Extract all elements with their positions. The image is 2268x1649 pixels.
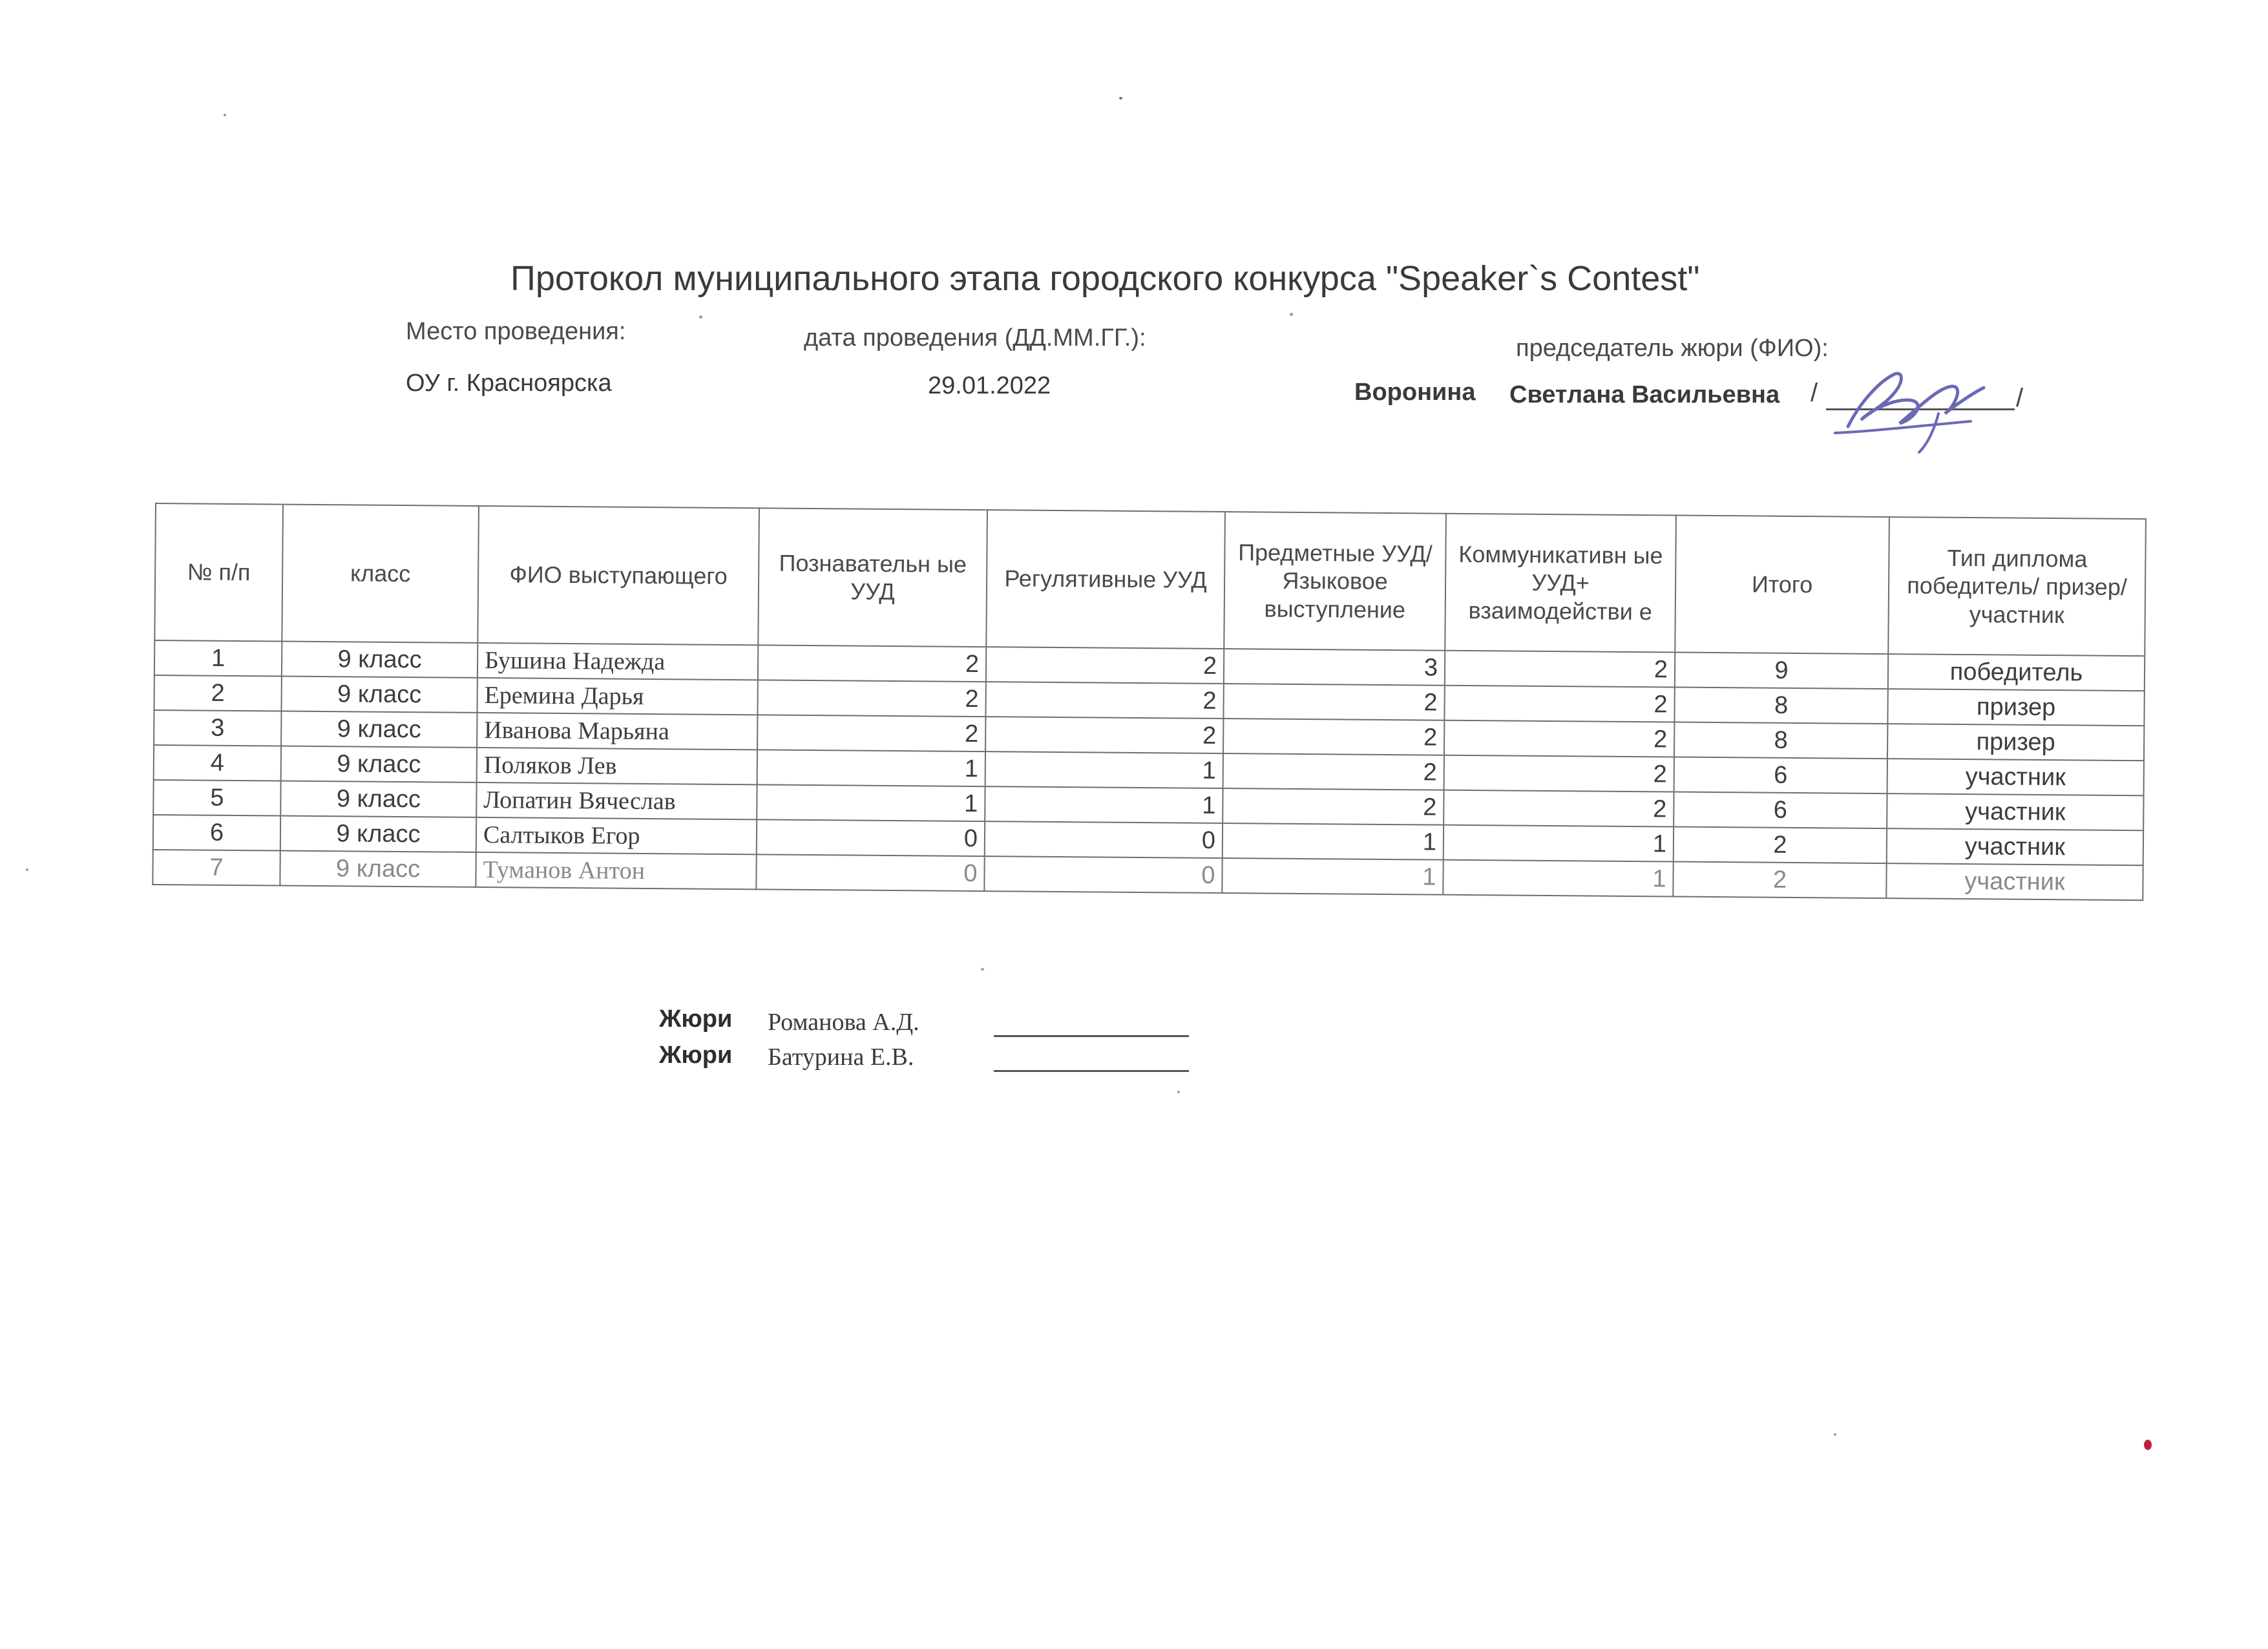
row-class: 9 класс [281,746,477,782]
row-speaker-name: Туманов Антон [476,852,756,889]
row-subject-score: 2 [1223,684,1444,720]
row-cognitive-score: 1 [757,784,985,821]
document-title: Протокол муниципального этапа городского конкурса "Speaker`s Contest" [510,259,1700,298]
row-total: 8 [1674,687,1887,724]
scan-speck [224,114,226,116]
column-header-number: № п/п [154,503,283,642]
chair-signature [1822,362,1990,459]
row-class: 9 класс [282,642,478,678]
row-number: 5 [153,780,280,816]
row-diploma-type: участник [1887,759,2144,795]
date-label: дата проведения (ДД.ММ.ГГ.): [804,324,1146,352]
row-cognitive-score: 2 [757,680,985,717]
row-cognitive-score: 2 [757,715,985,751]
row-class: 9 класс [280,816,476,852]
row-communicative-score: 2 [1445,651,1675,688]
row-subject-score: 1 [1222,858,1443,895]
row-total: 6 [1674,792,1887,828]
jury-member-name: Романова А.Д. [768,1009,919,1036]
scan-speck [1119,97,1122,100]
scan-speck [26,868,28,871]
column-header-communicative: Коммуникативн ые УУД+ взаимодействи е [1445,514,1676,653]
row-total: 2 [1674,826,1887,863]
scan-speck [1290,313,1293,316]
row-class: 9 класс [281,711,477,748]
row-subject-score: 1 [1223,823,1444,860]
row-communicative-score: 2 [1444,755,1674,792]
row-total: 6 [1674,757,1887,793]
row-diploma-type: призер [1887,724,2144,761]
row-cognitive-score: 1 [757,750,985,786]
row-speaker-name: Лопатин Вячеслав [476,782,757,819]
row-cognitive-score: 0 [756,854,984,891]
jury-signature-line [994,1035,1189,1037]
scan-speck [1834,1433,1836,1436]
column-header-total: Итого [1675,515,1889,654]
scan-speck [2144,1440,2152,1450]
row-number: 4 [154,745,281,781]
row-total: 8 [1674,722,1887,759]
row-number: 1 [154,640,282,677]
row-total: 2 [1673,861,1886,898]
row-number: 6 [153,815,280,851]
row-subject-score: 2 [1223,788,1444,825]
table-header-row [154,503,2146,656]
row-regulatory-score: 0 [985,821,1223,858]
row-diploma-type: участник [1886,863,2143,900]
row-regulatory-score: 2 [986,647,1224,684]
scan-speck [699,315,702,319]
column-header-speaker: ФИО выступающего [478,506,759,645]
jury-member-name: Батурина Е.В. [768,1044,914,1071]
row-subject-score: 2 [1223,753,1444,790]
row-regulatory-score: 2 [985,717,1223,753]
row-speaker-name: Бушина Надежда [478,643,758,680]
row-class: 9 класс [281,677,477,713]
jury-label: Жюри [659,1005,733,1033]
row-cognitive-score: 2 [758,645,986,682]
column-header-diploma-type: Тип диплома победитель/ призер/участник [1888,517,2146,656]
row-subject-score: 2 [1223,719,1444,755]
jury-signature-line [994,1070,1189,1072]
signature-slash-open: / [1811,379,1818,407]
scan-speck [1177,1091,1180,1093]
row-number: 3 [154,710,281,746]
signature-slash-close: / [2016,384,2024,412]
row-subject-score: 3 [1224,649,1445,686]
row-speaker-name: Иванова Марьяна [477,713,757,750]
results-table [152,503,2147,901]
venue-value: ОУ г. Красноярска [406,370,612,397]
row-communicative-score: 1 [1443,860,1673,897]
row-diploma-type: участник [1887,793,2143,830]
jury-label: Жюри [659,1042,733,1069]
venue-label: Место проведения: [406,318,626,345]
row-total: 9 [1675,652,1888,689]
row-speaker-name: Еремина Дарья [477,678,757,715]
row-speaker-name: Салтыков Егор [476,817,757,854]
row-regulatory-score: 2 [985,682,1223,719]
chair-surname: Воронина [1354,379,1476,406]
row-communicative-score: 1 [1444,825,1674,862]
row-number: 7 [152,850,280,886]
row-regulatory-score: 0 [984,856,1222,893]
scan-speck [981,968,984,971]
column-header-class: класс [282,505,479,643]
date-value: 29.01.2022 [928,372,1051,399]
row-diploma-type: победитель [1888,654,2145,691]
column-header-cognitive: Познавательн ые УУД [758,508,987,647]
column-header-subject: Предметные УУД/Языковое выступление [1224,512,1446,651]
row-communicative-score: 2 [1444,790,1674,827]
row-communicative-score: 2 [1444,686,1674,722]
row-communicative-score: 2 [1444,720,1674,757]
row-number: 2 [154,675,281,711]
chair-name: Светлана Васильевна [1509,381,1780,408]
chair-label: председатель жюри (ФИО): [1516,335,1829,362]
row-diploma-type: участник [1887,828,2143,865]
column-header-regulatory: Регулятивные УУД [986,510,1225,649]
row-class: 9 класс [280,851,476,887]
row-class: 9 класс [280,781,476,817]
row-regulatory-score: 1 [985,786,1223,823]
row-speaker-name: Поляков Лев [477,748,757,784]
row-regulatory-score: 1 [985,751,1223,788]
row-diploma-type: призер [1887,689,2144,726]
row-cognitive-score: 0 [757,819,985,856]
